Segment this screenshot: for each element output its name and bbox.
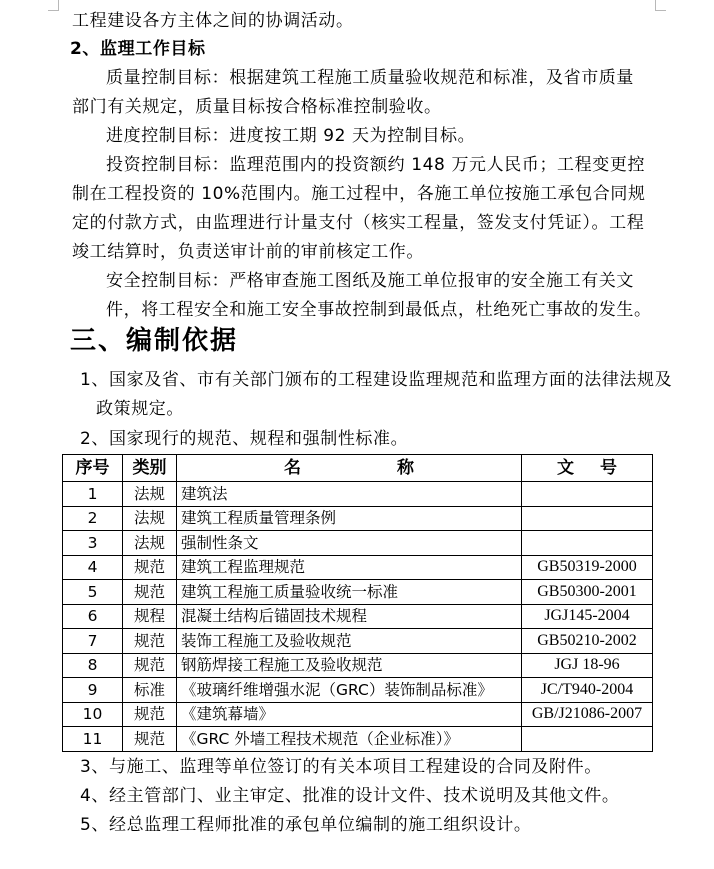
row-name: 钢筋焊接工程施工及验收规范 xyxy=(177,653,522,678)
row-no: 4 xyxy=(63,555,123,580)
basis-item-1-line-1: 1、国家及省、市有关部门颁布的工程建设监理规范和监理方面的法律法规及 xyxy=(80,370,673,390)
table-row xyxy=(63,702,653,727)
row-no: 5 xyxy=(63,580,123,605)
row-type: 规范 xyxy=(123,580,177,605)
table-row xyxy=(63,604,653,629)
row-no: 1 xyxy=(63,482,123,507)
row-no: 2 xyxy=(63,506,123,531)
row-code: JC/T940-2004 xyxy=(522,678,653,703)
basis-item-3: 3、与施工、监理等单位签订的有关本项目工程建设的合同及附件。 xyxy=(80,757,602,777)
row-name: 建筑工程质量管理条例 xyxy=(177,506,522,531)
row-no: 7 xyxy=(63,629,123,654)
page-corner-marker-right xyxy=(655,0,666,11)
row-code xyxy=(522,482,653,507)
row-type: 规范 xyxy=(123,555,177,580)
header-no: 序号 xyxy=(63,455,123,482)
basis-item-4: 4、经主管部门、业主审定、批准的设计文件、技术说明及其他文件。 xyxy=(80,786,620,806)
row-type: 法规 xyxy=(123,531,177,556)
basis-item-1-line-2: 政策规定。 xyxy=(96,399,184,419)
row-name: 《玻璃纤维增强水泥（GRC）装饰制品标准》 xyxy=(177,678,522,703)
table-row xyxy=(63,727,653,752)
row-name: 建筑工程施工质量验收统一标准 xyxy=(177,580,522,605)
header-code xyxy=(522,455,653,482)
investment-goal-line-2: 制在工程投资的 10%范围内。施工过程中，各施工单位按施工承包合同规 xyxy=(72,184,646,204)
header-name-char-2: 称 xyxy=(397,458,414,478)
basis-item-2: 2、国家现行的规范、规程和强制性标准。 xyxy=(80,429,409,449)
row-code: GB50210-2002 xyxy=(522,629,653,654)
row-no: 10 xyxy=(63,702,123,727)
table-row xyxy=(63,506,653,531)
row-no: 9 xyxy=(63,678,123,703)
page-corner-marker-left xyxy=(48,0,59,11)
table-row xyxy=(63,629,653,654)
header-name xyxy=(177,455,522,482)
table-row xyxy=(63,580,653,605)
header-code-char-1: 文 xyxy=(557,458,574,478)
row-no: 11 xyxy=(63,727,123,752)
row-type: 规范 xyxy=(123,702,177,727)
row-name: 《建筑幕墙》 xyxy=(177,702,522,727)
row-type: 规范 xyxy=(123,629,177,654)
row-type: 规程 xyxy=(123,604,177,629)
safety-goal-line-1: 安全控制目标：严格审查施工图纸及施工单位报审的安全施工有关文 xyxy=(106,271,634,291)
row-name: 《GRC 外墙工程技术规范（企业标准）》 xyxy=(177,727,522,752)
row-name: 装饰工程施工及验收规范 xyxy=(177,629,522,654)
row-type: 法规 xyxy=(123,482,177,507)
table-row xyxy=(63,653,653,678)
table-row xyxy=(63,555,653,580)
row-name: 建筑工程监理规范 xyxy=(177,555,522,580)
standards-table xyxy=(62,454,653,752)
goals-heading: 2、监理工作目标 xyxy=(70,39,206,59)
investment-goal-line-3: 定的付款方式，由监理进行计量支付（核实工程量，签发支付凭证）。工程 xyxy=(72,213,645,233)
table-row xyxy=(63,482,653,507)
row-no: 3 xyxy=(63,531,123,556)
row-code: JGJ 18-96 xyxy=(522,653,653,678)
row-name: 混凝土结构后锚固技术规程 xyxy=(177,604,522,629)
header-name-char-1: 名 xyxy=(284,458,301,478)
intro-tail-text: 工程建设各方主体之间的协调活动。 xyxy=(72,11,354,31)
quality-goal-line-2: 部门有关规定，质量目标按合格标准控制验收。 xyxy=(72,97,442,117)
header-type: 类别 xyxy=(123,455,177,482)
row-type: 规范 xyxy=(123,727,177,752)
table-row xyxy=(63,531,653,556)
row-code xyxy=(522,506,653,531)
row-code: JGJ145-2004 xyxy=(522,604,653,629)
row-name: 建筑法 xyxy=(177,482,522,507)
safety-goal-line-2: 件，将工程安全和施工安全事故控制到最低点，杜绝死亡事故的发生。 xyxy=(106,300,652,320)
row-type: 法规 xyxy=(123,506,177,531)
row-code xyxy=(522,727,653,752)
row-code: GB50300-2001 xyxy=(522,580,653,605)
schedule-goal-line-1: 进度控制目标：进度按工期 92 天为控制目标。 xyxy=(106,126,476,146)
header-code-char-2: 号 xyxy=(600,458,617,478)
basis-item-5: 5、经总监理工程师批准的承包单位编制的施工组织设计。 xyxy=(80,815,532,835)
row-type: 规范 xyxy=(123,653,177,678)
row-no: 6 xyxy=(63,604,123,629)
row-code: GB/J21086-2007 xyxy=(522,702,653,727)
row-no: 8 xyxy=(63,653,123,678)
quality-goal-line-1: 质量控制目标：根据建筑工程施工质量验收规范和标准，及省市质量 xyxy=(106,68,634,88)
investment-goal-line-1: 投资控制目标：监理范围内的投资额约 148 万元人民币；工程变更控 xyxy=(106,155,646,175)
row-type: 标准 xyxy=(123,678,177,703)
row-code xyxy=(522,531,653,556)
row-code: GB50319-2000 xyxy=(522,555,653,580)
row-name: 强制性条文 xyxy=(177,531,522,556)
investment-goal-line-4: 竣工结算时，负责送审计前的审前核定工作。 xyxy=(72,242,424,262)
table-header-row xyxy=(63,455,653,482)
table-row xyxy=(63,678,653,703)
chapter-title: 三、编制依据 xyxy=(70,326,239,356)
